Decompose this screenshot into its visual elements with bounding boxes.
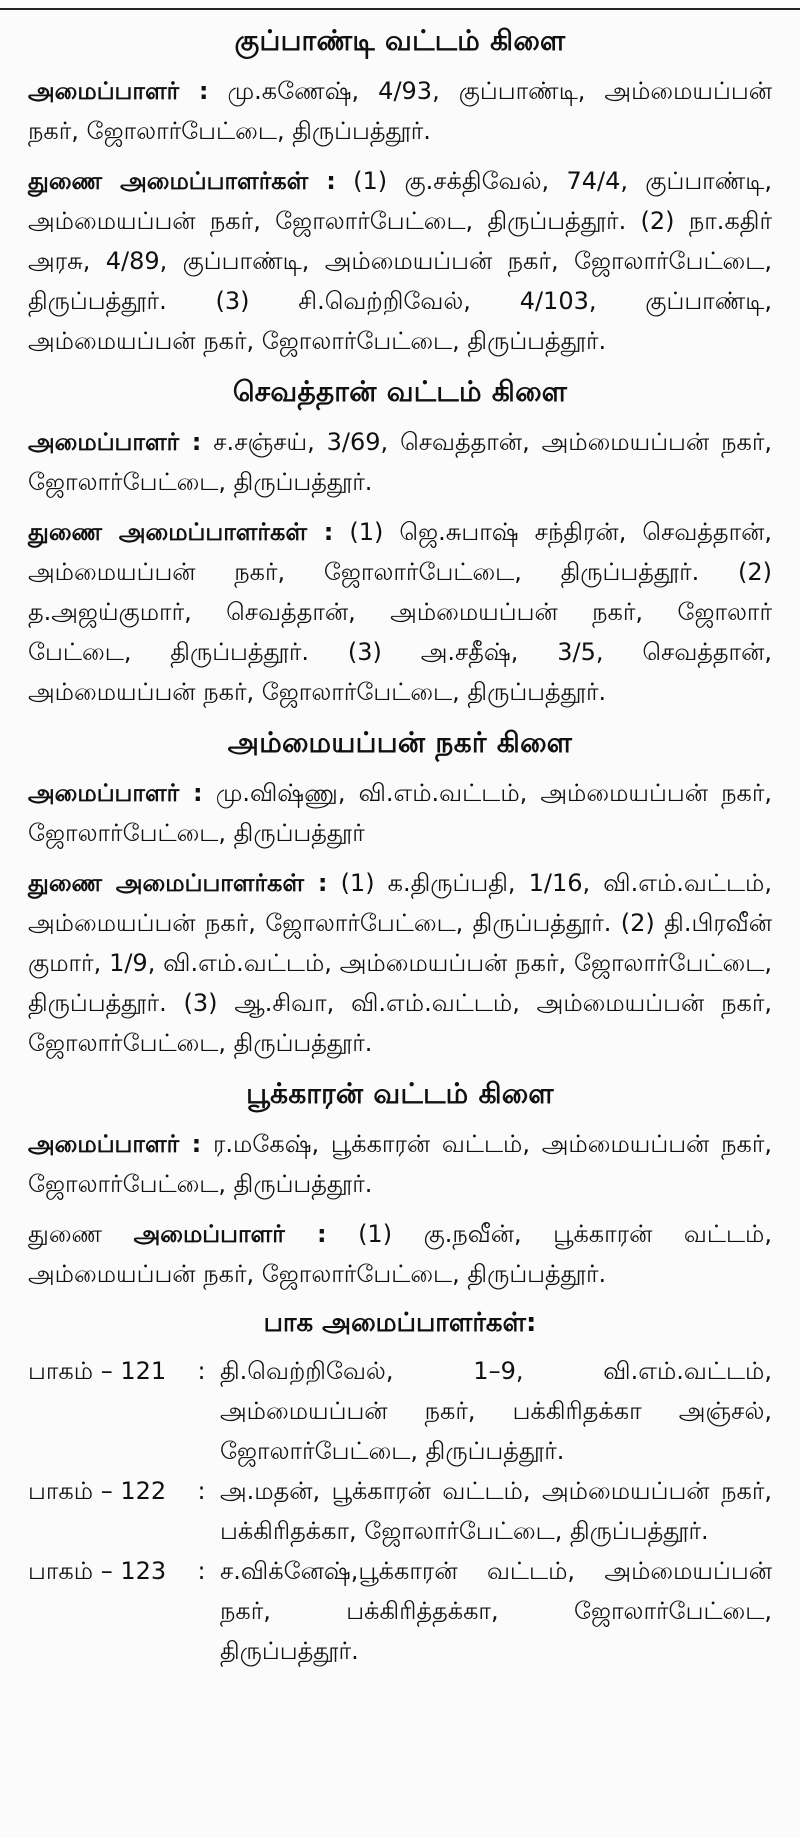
part-colon: : — [197, 1357, 206, 1385]
part-colon: : — [197, 1557, 206, 1585]
branch-section-pookkaran — [28, 1077, 772, 1294]
deputies-paragraph — [28, 512, 772, 712]
part-row — [28, 1471, 772, 1551]
deputies-label-plain: துணை — [28, 1220, 134, 1248]
section-title: அம்மையப்பன் நகர் கிளை — [227, 726, 573, 759]
section-title: செவத்தான் வட்டம் கிளை — [232, 375, 568, 408]
deputies-paragraph — [28, 863, 772, 1063]
top-rule — [0, 0, 800, 10]
deputies-paragraph — [28, 1214, 772, 1294]
organizer-label: அமைப்பாளர் : — [28, 1130, 202, 1158]
section-title: குப்பாண்டி வட்டம் கிளை — [234, 24, 566, 57]
deputies-text: (1) க.திருப்பதி, 1/16, வி.எம்.வட்டம், அம்மையப்பன் நகர், ஜோலார்பேட்டை, திருப்பத்தூர். (2) தி.பிரவீன் குமார், 1/9, வி.எம்.வட்டம், அம்மையப்பன் நகர், ஜோலார்பேட்டை, திருப்பத்தூர். (3) ஆ.சிவா, வி.எம்.வட்டம், அம்மையப்பன் நகர், ஜோலார்பேட்டை, திருப்பத்தூர். — [28, 869, 772, 1057]
section-title: பூக்காரன் வட்டம் கிளை — [246, 1077, 554, 1110]
organizer-paragraph — [28, 422, 772, 502]
organizer-text: மு.கணேஷ், 4/93, குப்பாண்டி, அம்மையப்பன் நகர், ஜோலார்பேட்டை, திருப்பத்தூர். — [28, 77, 772, 145]
part-row — [28, 1551, 772, 1671]
part-text: தி.வெற்றிவேல், 1–9, வி.எம்.வட்டம், அம்மையப்பன் நகர், பக்கிரிதக்கா அஞ்சல், ஜோலார்பேட்டை, திருப்பத்தூர். — [220, 1357, 772, 1465]
branch-section-sevathan — [28, 375, 772, 712]
deputies-paragraph — [28, 161, 772, 361]
parts-section — [28, 1308, 772, 1671]
part-text: ச.விக்னேஷ்,பூக்காரன் வட்டம், அம்மையப்பன் நகர், பக்கிரித்தக்கா, ஜோலார்பேட்டை, திருப்பத்தூர். — [220, 1557, 772, 1665]
organizer-label: அமைப்பாளர் : — [28, 77, 209, 105]
part-label: பாகம் – 122 — [28, 1477, 167, 1505]
parts-title: பாக அமைப்பாளர்கள்: — [263, 1308, 537, 1338]
deputies-text: (1) ஜெ.சுபாஷ் சந்திரன், செவத்தான், அம்மையப்பன் நகர், ஜோலார்பேட்டை, திருப்பத்தூர். (2) த.அஜய்குமார், செவத்தான், அம்மையப்பன் நகர், ஜோலார் பேட்டை, திருப்பத்தூர். (3) அ.சதீஷ், 3/5, செவத்தான், அம்மையப்பன் நகர், ஜோலார்பேட்டை, திருப்பத்தூர். — [28, 518, 773, 706]
deputies-text: (1) கு.நவீன், பூக்காரன் வட்டம், அம்மையப்பன் நகர், ஜோலார்பேட்டை, திருப்பத்தூர். — [28, 1220, 772, 1288]
organizer-paragraph — [28, 71, 772, 151]
deputies-label: துணை அமைப்பாளர்கள் : — [28, 518, 334, 546]
deputies-text: (1) கு.சக்திவேல், 74/4, குப்பாண்டி, அம்மையப்பன் நகர், ஜோலார்பேட்டை, திருப்பத்தூர். (2) நா.கதிர் அரசு, 4/89, குப்பாண்டி, அம்மையப்பன் நகர், ஜோலார்பேட்டை, திருப்பத்தூர். (3) சி.வெற்றிவேல், 4/103, குப்பாண்டி, அம்மையப்பன் நகர், ஜோலார்பேட்டை, திருப்பத்தூர். — [28, 167, 772, 355]
branch-section-kuppandi — [28, 24, 772, 361]
organizer-paragraph — [28, 773, 772, 853]
organizer-text: மு.விஷ்ணு, வி.எம்.வட்டம், அம்மையப்பன் நகர், ஜோலார்பேட்டை, திருப்பத்தூர் — [28, 779, 772, 847]
deputies-label: துணை அமைப்பாளர்கள் : — [28, 167, 336, 195]
organizer-text: ர.மகேஷ், பூக்காரன் வட்டம், அம்மையப்பன் நகர், ஜோலார்பேட்டை, திருப்பத்தூர். — [28, 1130, 772, 1198]
organizer-label: அமைப்பாளர் : — [28, 428, 202, 456]
deputies-label: துணை அமைப்பாளர்கள் : — [28, 869, 328, 897]
part-row — [28, 1351, 772, 1471]
organizer-label: அமைப்பாளர் : — [28, 779, 203, 807]
part-label: பாகம் – 123 — [28, 1557, 167, 1585]
deputies-label: அமைப்பாளர் : — [133, 1220, 327, 1248]
part-label: பாகம் – 121 — [28, 1357, 167, 1385]
part-colon: : — [197, 1477, 206, 1505]
part-text: அ.மதன், பூக்காரன் வட்டம், அம்மையப்பன் நகர், பக்கிரிதக்கா, ஜோலார்பேட்டை, திருப்பத்தூர். — [220, 1477, 772, 1545]
branch-section-ammaiyappan-nagar — [28, 726, 772, 1063]
organizer-text: ச.சஞ்சய், 3/69, செவத்தான், அம்மையப்பன் நகர், ஜோலார்பேட்டை, திருப்பத்தூர். — [28, 428, 772, 496]
organizer-paragraph — [28, 1124, 772, 1204]
